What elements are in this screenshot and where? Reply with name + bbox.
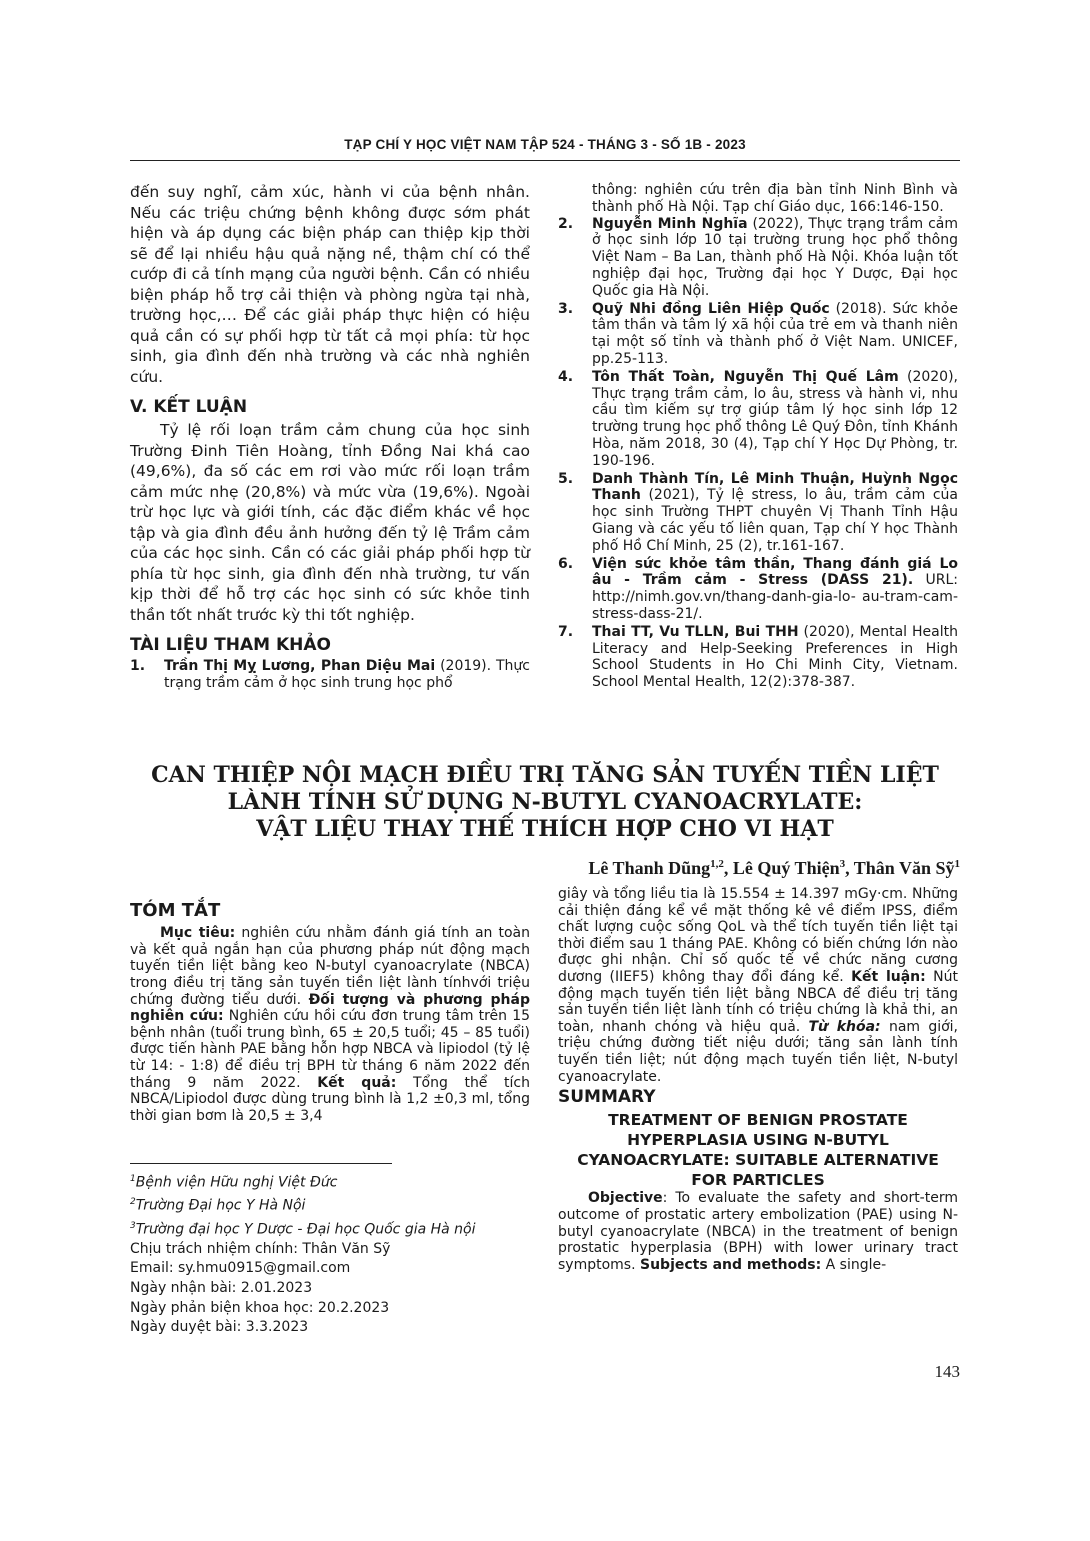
reference-number: 3. — [558, 300, 574, 317]
running-head: TẠP CHÍ Y HỌC VIỆT NAM TẬP 524 - THÁNG 3 - SỐ 1B - 2023 — [344, 137, 746, 152]
results-continuation: giây và tổng liều tia là 15.554 ± 14.397 mGy·cm. Những cải thiện đáng kể về mặt thống kê về điểm IPSS, điểm chất lượng cuộc sống QoL và thể tích tuyến tiền liệt tại thời điểm sau 1 tháng PAE. Không có biến chứng lớn nào được ghi nhận. Chỉ số quốc tế về chức năng cương dương (IIEF5) không thay đổi đáng kể. — [558, 886, 958, 985]
summary-paragraph — [558, 1190, 958, 1273]
right-column-top — [558, 182, 958, 692]
discussion-end-paragraph: đến suy nghĩ, cảm xúc, hành vi của bệnh nhân. Nếu các triệu chứng bệnh không được sớm phát hiện và áp dụng các biện pháp can thiệp kịp thời sẽ để lại nhiều hậu quả nặng nề, thậm chí có thể cướp đi cả tính mạng của người bệnh. Cần có nhiều biện pháp hỗ trợ cải thiện và phòng ngừa tại nhà, trường học,… Để các giải pháp thực hiện có hiệu quả cần có sự phối hợp từ tất cả mọi phía: từ học sinh, gia đình đến nhà trường và các nhà nghiên cứu. — [130, 183, 530, 386]
summary-heading: SUMMARY — [558, 1087, 656, 1108]
author-separator: , — [845, 858, 854, 878]
affiliation-footnote — [130, 1217, 530, 1240]
reference-details: (2019). Thực trạng trầm cảm ở học sinh trung học phổ — [164, 658, 530, 692]
article-title-line: LÀNH TÍNH SỬ DỤNG N-BUTYL CYANOACRYLATE: — [227, 789, 863, 815]
reference-details: (2022), Thực trạng trầm cảm ở học sinh lớp 10 tại trường trung học phổ thông Việt Nam – Ba Lan, thành phố Hà Nội. Khóa luận tốt nghiệp đại học, Trường đại học Y Dược, Đại học Quốc gia Hà Nội. — [592, 215, 959, 299]
reference-details: (2021), Tỷ lệ stress, lo âu, trầm cảm của học sinh Trường THPT chuyên Vị Thanh Tỉnh Hậu Giang và các yếu tố liên quan, Tạp chí Y học Thành phố Hồ Chí Minh, 25 (2), tr.161-167. — [592, 487, 958, 554]
author-affiliation: 3 — [839, 858, 846, 870]
reference-details: URL: http://nimh.gov.vn/thang-danh-gia-lo- au-tram-cam-stress-dass-21/. — [592, 572, 958, 622]
reference-author: Viện sức khỏe tâm thần, Thang đánh giá Lo âu - Trầm cảm - Stress (DASS 21). — [592, 555, 958, 589]
reference-number: 7. — [558, 623, 574, 640]
references-heading: TÀI LIỆU THAM KHẢO — [130, 635, 331, 656]
affiliation-footnote — [130, 1170, 530, 1193]
reference-item — [558, 216, 958, 300]
reference-text — [592, 301, 958, 368]
reference-number: 1. — [130, 658, 146, 675]
right-column-abstract — [558, 886, 958, 1273]
author-name: Thân Văn Sỹ — [853, 858, 955, 878]
article-title — [130, 762, 960, 843]
reference-item — [558, 301, 958, 368]
summary-objective-text: : To evaluate the safety and short-term outcome of prostatic artery embolization (PAE) using N-butyl cyanoacrylate (NBCA) in the treatment of benign prostatic hyperplasia (BPH) with lower urinary tract symptoms. — [558, 1190, 958, 1273]
conclusion-paragraph: Tỷ lệ rối loạn trầm cảm chung của học sinh Trường Đinh Tiên Hoàng, tỉnh Đồng Nai khá cao (49,6%), đa số các em rơi vào mức rối loạn trầm cảm mức nhẹ (20,8%) và mức vừa (19,6%). Ngoài trừ học lực và giới tính, các đặc điểm khác về học tập và gia đình đều ảnh hưởng đến tỷ lệ Trầm cảm của các học sinh. Cần có các giải pháp phối hợp từ phía từ học sinh, gia đình đến nhà trường, tư vấn kịp thời để hỗ trợ các học sinh có sức khỏe tinh thần tốt nhất trước kỳ thi tốt nghiệp. — [130, 421, 530, 624]
footnote-text: Trường Đại học Y Hà Nội — [135, 1197, 306, 1214]
reference-author: Thai TT, Vu TLLN, Bui THH — [592, 623, 799, 640]
reference-text — [592, 624, 958, 691]
footnote-marker: 3 — [130, 1220, 136, 1231]
objective-label: Mục tiêu: — [160, 925, 236, 942]
reference-details: (2020), Mental Health Literacy and Help-Seeking Preferences in High School Students in Ho Chi Minh City, Vietnam. School Mental Health, 12(2):378-387. — [592, 623, 958, 691]
reference-item — [558, 369, 958, 470]
review-date: Ngày phản biện khoa học: 20.2.2023 — [130, 1299, 390, 1316]
reference-item — [558, 471, 958, 555]
reference-author: Danh Thành Tín, Lê Minh Thuận, Huỳnh Ngọc Thanh — [592, 470, 958, 504]
author-name: Lê Quý Thiện — [732, 858, 840, 878]
accepted-date: Ngày duyệt bài: 3.3.2023 — [130, 1319, 309, 1336]
footnote-text: Trường đại học Y Dược - Đại học Quốc gia Hà nội — [135, 1221, 476, 1238]
reference-item — [130, 658, 530, 692]
abstract-continuation — [558, 886, 958, 1085]
footnote-marker: 2 — [130, 1197, 136, 1208]
left-column-top — [130, 182, 530, 693]
reference-number: 6. — [558, 555, 574, 572]
author-list — [588, 858, 960, 879]
conclusion-heading: V. KẾT LUẬN — [130, 397, 248, 417]
reference-number: 4. — [558, 368, 574, 385]
reference-text — [592, 216, 958, 300]
left-column-abstract — [130, 896, 530, 1124]
reference-item — [558, 556, 958, 623]
header-rule — [130, 160, 960, 161]
results-text: Tổng thể tích NBCA/Lipiodol được dùng trung bình là 1,2 ±0,3 ml, tổng thời gian bơm là 20,5 ± 3,4 — [130, 1074, 530, 1124]
summary-objective-label: Objective — [588, 1190, 663, 1207]
reference-text — [592, 471, 958, 555]
author-separator: , — [723, 858, 733, 878]
reference-continuation: thông: nghiên cứu trên địa bàn tỉnh Ninh Bình và thành phố Hà Nội. Tạp chí Giáo dục, 166:146-150. — [592, 182, 958, 215]
corresponding-email: Email: sy.hmu0915@gmail.com — [130, 1260, 351, 1277]
conclusion-label: Kết luận: — [851, 968, 926, 985]
article-title-line: VẬT LIỆU THAY THẾ THÍCH HỢP CHO VI HẠT — [256, 816, 834, 842]
keywords-label: Từ khóa: — [808, 1018, 881, 1035]
objective-text: nghiên cứu nhằm đánh giá tính an toàn và kết quả ngắn hạn của phương pháp nút động mạch tuyến tiền liệt bằng keo N-butyl cyanoacrylate (NBCA) trong điều trị tăng sản tuyến tiền liệt lành tínhvới triệu chứng đường tiểu dưới. — [130, 925, 531, 1008]
reference-details: (2020), Thực trạng trầm cảm, lo âu, stress và hành vi, nhu cầu tìm kiếm sự trợ giúp tâm lý học sinh lớp 12 trường trung học phổ thông Lê Quý Đôn, tỉnh Khánh Hòa, năm 2018, 30 (4), Tạp chí Y Học Dự Phòng, tr. 190-196. — [592, 368, 958, 469]
abstract-paragraph — [130, 925, 530, 1124]
footnote-text: Bệnh viện Hữu nghị Việt Đức — [135, 1174, 338, 1191]
methods-text: Nghiên cứu hồi cứu đơn trung tâm trên 15 bệnh nhân (tuổi trung bình, 65 ± 20,5 tuổi; 45 – 85 tuổi) được tiến hành PAE bằng hỗn hợp NBCA và lipiodol (tỷ lệ từ 14: - 1:8) để điều trị BPH từ tháng 6 năm 2022 đến tháng 9 năm 2022. — [130, 1008, 531, 1091]
reference-text — [164, 658, 530, 692]
footnote-rule — [130, 1163, 392, 1164]
author-affiliation: 1,2 — [710, 858, 724, 870]
summary-methods-label: Subjects and methods: — [640, 1256, 822, 1273]
english-title: TREATMENT OF BENIGN PROSTATE HYPERPLASIA USING N-BUTYL CYANOACRYLATE: SUITABLE ALTERNATIVE FOR PARTICLES — [577, 1111, 939, 1190]
received-date: Ngày nhận bài: 2.01.2023 — [130, 1279, 313, 1296]
author-name: Lê Thanh Dũng — [588, 858, 711, 878]
reference-author: Trần Thị Mỵ Lương, Phan Diệu Mai — [164, 658, 436, 675]
reference-item — [558, 624, 958, 691]
abstract-heading: TÓM TẮT — [130, 900, 221, 921]
results-label: Kết quả: — [317, 1074, 397, 1091]
article-title-line: CAN THIỆP NỘI MẠCH ĐIỀU TRỊ TĂNG SẢN TUYẾN TIỀN LIỆT — [151, 762, 939, 788]
reference-details: (2018). Sức khỏe tâm thần và tâm lý xã hội của trẻ em và thanh niên tại một số tỉnh và thành phố ở Việt Nam. UNICEF, pp.25-113. — [592, 300, 958, 367]
conclusion-text: Nút động mạch tuyến tiền liệt bằng NBCA để điều trị tăng sản tuyến tiền liệt lành tính có triệu chứng là khả thi, an toàn, nhanh chóng và hiệu quả. — [558, 968, 958, 1035]
footnotes — [130, 1170, 530, 1338]
reference-author: Tôn Thất Toàn, Nguyễn Thị Quế Lâm — [592, 368, 899, 385]
summary-methods-text: A single- — [821, 1256, 887, 1273]
reference-author: Nguyễn Minh Nghĩa — [592, 215, 748, 232]
page-number: 143 — [934, 1362, 960, 1381]
affiliation-footnote — [130, 1193, 530, 1216]
keywords-text: nam giới, triệu chứng đường tiết niệu dưới; tăng sản lành tính tuyến tiền liệt; nút động mạch tuyến tiền liệt, N-butyl cyanoacrylate. — [558, 1018, 958, 1085]
reference-number: 5. — [558, 470, 574, 487]
corresponding-author: Chịu trách nhiệm chính: Thân Văn Sỹ — [130, 1240, 391, 1257]
author-affiliation: 1 — [954, 858, 960, 870]
reference-text — [592, 556, 958, 623]
reference-author: Quỹ Nhi đồng Liên Hiệp Quốc — [592, 300, 830, 317]
methods-label: Đối tượng và phương pháp nghiên cứu: — [130, 991, 530, 1025]
reference-number: 2. — [558, 215, 574, 232]
reference-text — [592, 369, 958, 470]
footnote-marker: 1 — [130, 1174, 136, 1184]
